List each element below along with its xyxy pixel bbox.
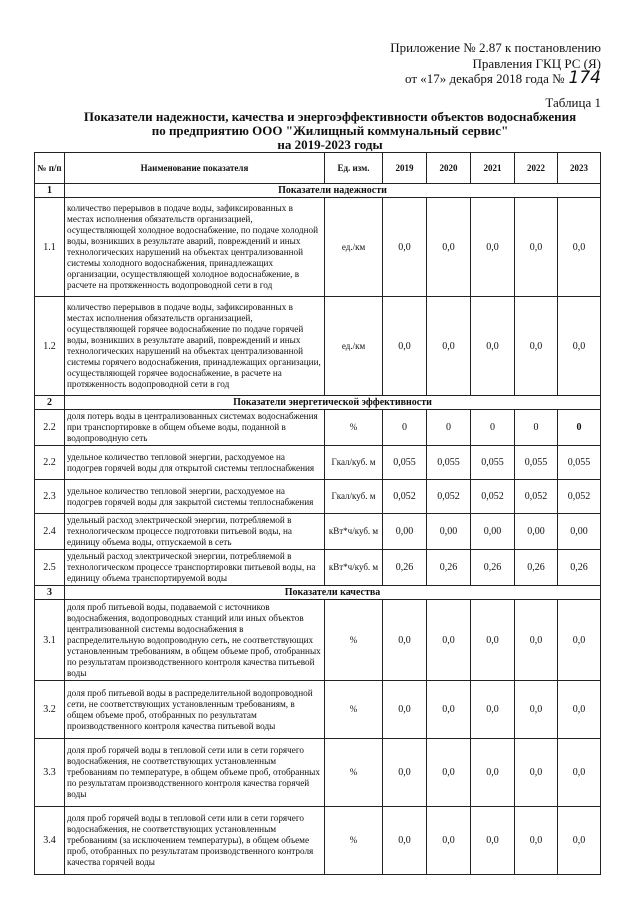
col-header-name: Наименование показателя — [65, 153, 325, 184]
row-name: удельный расход электрической энергии, потребляемой в технологическом процессе транспортировки питьевой воды, на единицу объема транспортируемой воды — [65, 550, 325, 586]
row-unit: ед./км — [325, 297, 383, 396]
value-2023: 0,055 — [558, 446, 601, 480]
value-2021: 0,26 — [471, 550, 515, 586]
row-name: удельное количество тепловой энергии, расходуемое на подогрев горячей воды для открытой системы теплоснабжения — [65, 446, 325, 480]
value-2021: 0,0 — [471, 807, 515, 875]
value-2019: 0,0 — [383, 681, 427, 739]
value-2019: 0,26 — [383, 550, 427, 586]
section-num: 2 — [35, 396, 65, 410]
appendix-line-1: Приложение № 2.87 к постановлению — [390, 40, 601, 55]
row-num: 2.2 — [35, 410, 65, 446]
value-2021: 0,052 — [471, 480, 515, 514]
table-row — [35, 739, 601, 807]
value-2022: 0,0 — [515, 297, 558, 396]
value-2020: 0,00 — [427, 514, 471, 550]
row-unit: % — [325, 681, 383, 739]
title-line-1: Показатели надежности, качества и энергоэффективности объектов водоснабжения — [83, 109, 577, 124]
value-2022: 0,00 — [515, 514, 558, 550]
row-num: 3.1 — [35, 600, 65, 681]
table-row — [35, 600, 601, 681]
value-2020: 0,26 — [427, 550, 471, 586]
value-2023: 0,00 — [558, 514, 601, 550]
value-2023: 0 — [558, 410, 601, 446]
row-num: 3.4 — [35, 807, 65, 875]
value-2023: 0,052 — [558, 480, 601, 514]
value-2020: 0,0 — [427, 600, 471, 681]
row-name: доля проб горячей воды в тепловой сети или в сети горячего водоснабжения, не соответствующих установленным требованиям (за исключением температуры), в общем объеме проб, отобранных по результатам производственного контроля качества горячей воды — [65, 807, 325, 875]
value-2019: 0,0 — [383, 297, 427, 396]
value-2021: 0,0 — [471, 739, 515, 807]
row-unit: % — [325, 739, 383, 807]
row-num: 2.5 — [35, 550, 65, 586]
value-2019: 0,00 — [383, 514, 427, 550]
value-2022: 0,0 — [515, 681, 558, 739]
value-2019: 0,0 — [383, 198, 427, 297]
table-row — [35, 514, 601, 550]
row-num: 2.4 — [35, 514, 65, 550]
row-unit: кВт*ч/куб. м — [325, 514, 383, 550]
row-name: доля потерь воды в централизованных системах водоснабжения при транспортировке в общем объеме воды, поданной в водопроводную сеть — [65, 410, 325, 446]
value-2021: 0,0 — [471, 198, 515, 297]
row-unit: ед./км — [325, 198, 383, 297]
value-2023: 0,0 — [558, 681, 601, 739]
row-num: 3.2 — [35, 681, 65, 739]
value-2023: 0,0 — [558, 739, 601, 807]
col-header-2023: 2023 — [558, 153, 601, 184]
section-title: Показатели надежности — [65, 184, 601, 198]
row-name: доля проб питьевой воды, подаваемой с источников водоснабжения, водопроводных станций или иных объектов централизованной системы водоснабжения в распределительную водопроводную сеть, не соответствующих установленным требованиям, в общем объеме проб, отобранных по результатам производственного контроля качества питьевой воды — [65, 600, 325, 681]
value-2019: 0,0 — [383, 600, 427, 681]
row-unit: Гкал/куб. м — [325, 446, 383, 480]
appendix-date: от «17» декабря 2018 года № — [404, 71, 565, 86]
section-num: 3 — [35, 586, 65, 600]
section-title: Показатели качества — [65, 586, 601, 600]
value-2020: 0,0 — [427, 807, 471, 875]
value-2022: 0,055 — [515, 446, 558, 480]
row-unit: % — [325, 807, 383, 875]
table-row — [35, 807, 601, 875]
value-2019: 0,0 — [383, 807, 427, 875]
row-num: 3.3 — [35, 739, 65, 807]
value-2022: 0,26 — [515, 550, 558, 586]
value-2020: 0,055 — [427, 446, 471, 480]
value-2021: 0,00 — [471, 514, 515, 550]
row-name: количество перерывов в подаче воды, зафиксированных в местах исполнения обязательств организацией, осуществляющей горячее водоснабжение по подаче горячей воды, возникших в результате аварий, повреждений и иных технологических нарушений на объектах централизованной системы горячего водоснабжения, принадлежащих организации, осуществляющей горячее водоснабжение, в расчете на протяженность водопроводной сети в год — [65, 297, 325, 396]
section-row — [35, 586, 601, 600]
table-row — [35, 410, 601, 446]
value-2021: 0,0 — [471, 681, 515, 739]
row-unit: % — [325, 600, 383, 681]
indicators-table — [34, 152, 601, 875]
col-header-2022: 2022 — [515, 153, 558, 184]
section-row — [35, 184, 601, 198]
table-row — [35, 297, 601, 396]
title-line-2: по предприятию ООО "Жилищный коммунальный сервис" — [151, 123, 509, 138]
value-2023: 0,26 — [558, 550, 601, 586]
table-number: Таблица 1 — [545, 95, 601, 110]
table-row — [35, 550, 601, 586]
value-2020: 0,0 — [427, 681, 471, 739]
value-2019: 0,055 — [383, 446, 427, 480]
table-header-row — [35, 153, 601, 184]
row-name: доля проб питьевой воды в распределительной водопроводной сети, не соответствующих установленным требованиям, в общем объеме проб, отобранных по результатам производственного контроля качества питьевой воды — [65, 681, 325, 739]
section-row — [35, 396, 601, 410]
value-2022: 0 — [515, 410, 558, 446]
appendix-line-2: Правления ГКЦ РС (Я) — [472, 56, 601, 71]
value-2022: 0,0 — [515, 739, 558, 807]
row-name: количество перерывов в подаче воды, зафиксированных в местах исполнения обязательств организацией, осуществляющей холодное водоснабжение, по подаче холодной воды, возникших в результате аварий, повреждений и иных технологических нарушений на объектах централизованной системы холодного водоснабжения, принадлежащих организации, осуществляющей холодное водоснабжение, в расчете на протяженность водопроводной сети в год — [65, 198, 325, 297]
value-2022: 0,0 — [515, 807, 558, 875]
value-2020: 0,0 — [427, 198, 471, 297]
col-header-2019: 2019 — [383, 153, 427, 184]
row-name: доля проб горячей воды в тепловой сети или в сети горячего водоснабжения, не соответствующих установленным требованиям по температуре, в общем объеме проб, отобранных по результатам производственного контроля качества горячей воды — [65, 739, 325, 807]
value-2021: 0,0 — [471, 600, 515, 681]
col-header-unit: Ед. изм. — [325, 153, 383, 184]
appendix-number: 174 — [568, 68, 601, 88]
row-num: 2.2 — [35, 446, 65, 480]
col-header-2020: 2020 — [427, 153, 471, 184]
value-2019: 0,052 — [383, 480, 427, 514]
col-header-num: № п/п — [35, 153, 65, 184]
value-2020: 0,0 — [427, 297, 471, 396]
section-title: Показатели энергетической эффективности — [65, 396, 601, 410]
appendix-line-3 — [404, 68, 601, 88]
value-2020: 0,052 — [427, 480, 471, 514]
row-num: 2.3 — [35, 480, 65, 514]
value-2020: 0 — [427, 410, 471, 446]
row-num: 1.1 — [35, 198, 65, 297]
row-name: удельное количество тепловой энергии, расходуемое на подогрев горячей воды для закрытой системы теплоснабжения — [65, 480, 325, 514]
value-2021: 0,055 — [471, 446, 515, 480]
value-2022: 0,0 — [515, 600, 558, 681]
value-2023: 0,0 — [558, 297, 601, 396]
value-2021: 0 — [471, 410, 515, 446]
value-2023: 0,0 — [558, 807, 601, 875]
value-2019: 0 — [383, 410, 427, 446]
value-2023: 0,0 — [558, 600, 601, 681]
row-num: 1.2 — [35, 297, 65, 396]
table-row — [35, 480, 601, 514]
value-2022: 0,052 — [515, 480, 558, 514]
row-name: удельный расход электрической энергии, потребляемой в технологическом процессе подготовки питьевой воды, на единицу объема воды, отпускаемой в сеть — [65, 514, 325, 550]
row-unit: кВт*ч/куб. м — [325, 550, 383, 586]
value-2021: 0,0 — [471, 297, 515, 396]
title-line-3: на 2019-2023 годы — [277, 137, 383, 152]
document-title — [60, 110, 600, 152]
col-header-2021: 2021 — [471, 153, 515, 184]
value-2019: 0,0 — [383, 739, 427, 807]
value-2020: 0,0 — [427, 739, 471, 807]
row-unit: Гкал/куб. м — [325, 480, 383, 514]
table-row — [35, 446, 601, 480]
table-row — [35, 681, 601, 739]
table-row — [35, 198, 601, 297]
value-2022: 0,0 — [515, 198, 558, 297]
value-2023: 0,0 — [558, 198, 601, 297]
section-num: 1 — [35, 184, 65, 198]
row-unit: % — [325, 410, 383, 446]
